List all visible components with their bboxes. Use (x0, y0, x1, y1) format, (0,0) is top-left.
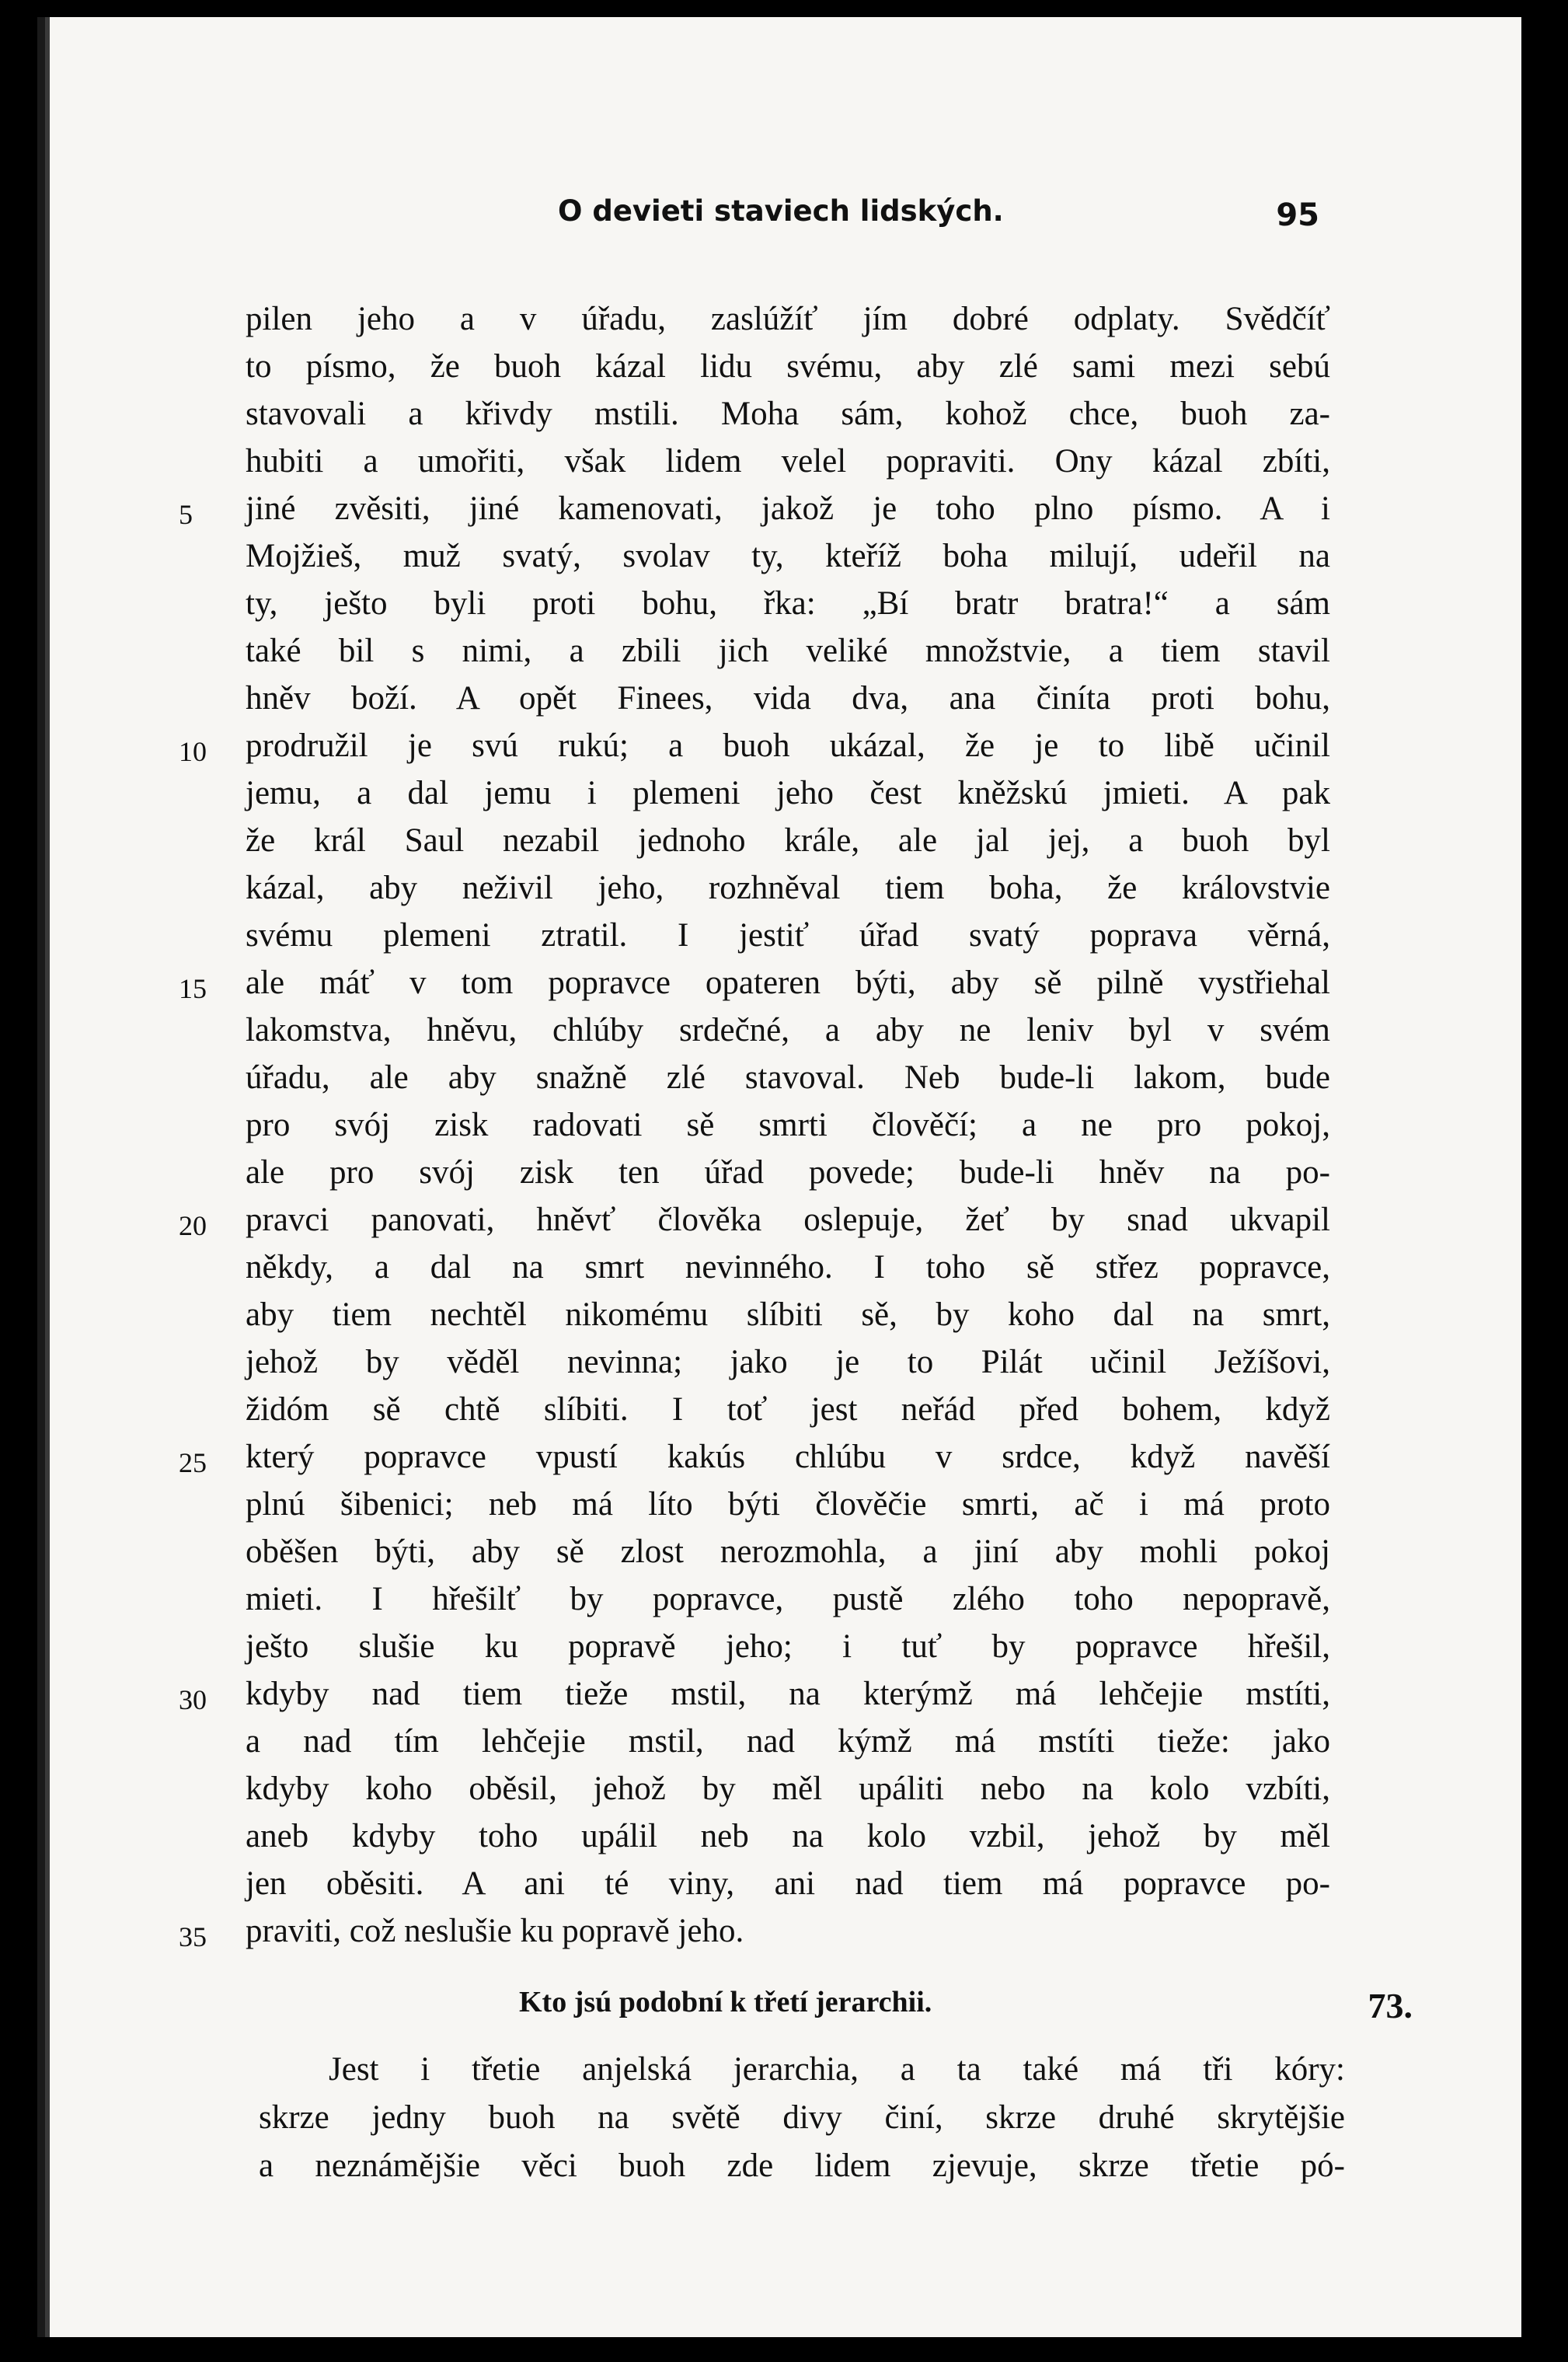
text-line (246, 1575, 1330, 1623)
line-text: praviti, což neslušie ku popravě jeho. (246, 1913, 744, 1949)
text-line (246, 438, 1330, 485)
line-text: aby tiem nechtěl nikomému slíbiti sě, by koho dal na smrt, (246, 1296, 1330, 1333)
line-text: ješto slušie ku popravě jeho; i tuť by popravce hřešil, (246, 1628, 1330, 1665)
text-line (246, 675, 1330, 722)
text-line (246, 295, 1330, 343)
main-text-block (179, 295, 1330, 1955)
line-number: 35 (179, 1921, 207, 1952)
line-text: Mojžieš, muž svatý, svolav ty, kteříž boha milují, udeřil na (246, 538, 1330, 574)
text-line (246, 1007, 1330, 1054)
line-text: plnú šibenici; neb má líto býti člověčie smrti, ač i má proto (246, 1486, 1330, 1523)
text-line (246, 1860, 1330, 1907)
line-text: jen oběsiti. A ani té viny, ani nad tiem má popravce po- (246, 1865, 1330, 1902)
text-line (246, 864, 1330, 912)
text-line (179, 722, 1330, 769)
line-number: 10 (179, 736, 207, 767)
text-line (246, 532, 1330, 580)
text-line (179, 1670, 1330, 1718)
line-text: mieti. I hřešilť by popravce, pustě zlého toho nepopravě, (246, 1581, 1330, 1617)
text-line (246, 1623, 1330, 1670)
line-text: to písmo, že buoh kázal lidu svému, aby zlé sami mezi sebú (246, 348, 1330, 385)
text-line (246, 1765, 1330, 1812)
line-text: hněv boží. A opět Finees, vida dva, ana činíta proti bohu, (246, 680, 1330, 717)
text-line (246, 1481, 1330, 1528)
text-line (179, 1196, 1330, 1244)
line-text: ale máť v tom popravce opateren býti, aby sě pilně vystřiehal (246, 965, 1330, 1001)
page-spine-shadow (45, 17, 50, 2337)
line-text: jehož by věděl nevinna; jako je to Pilát učinil Ježíšovi, (246, 1344, 1330, 1380)
section-text-line: skrze jedny buoh na světě divy činí, skrze druhé skrytějšie (259, 2099, 1345, 2136)
line-number: 5 (179, 499, 193, 530)
section-text-block (259, 2046, 1345, 2190)
text-line (246, 390, 1330, 438)
line-text: někdy, a dal na smrt nevinného. I toho sě střez popravce, (246, 1249, 1330, 1286)
line-text: že král Saul nezabil jednoho krále, ale jal jej, a buoh byl (246, 822, 1330, 859)
line-text: který popravce vpustí kakús chlúbu v srdce, když navěší (246, 1439, 1330, 1475)
text-line (179, 959, 1330, 1007)
line-text: židóm sě chtě slíbiti. I toť jest neřád před bohem, když (246, 1391, 1330, 1428)
book-page (37, 17, 1521, 2337)
line-text: kázal, aby neživil jeho, rozhněval tiem boha, že královstvie (246, 870, 1330, 906)
text-line (246, 1812, 1330, 1860)
running-title: O devieti staviech lidských. (558, 194, 1004, 228)
line-text: kdyby koho oběsil, jehož by měl upáliti nebo na kolo vzbíti, (246, 1771, 1330, 1807)
text-line (179, 485, 1330, 532)
text-line (246, 1244, 1330, 1291)
line-text: také bil s nimi, a zbili jich veliké množstvie, a tiem stavil (246, 633, 1330, 669)
text-line (246, 1054, 1330, 1101)
line-text: prodružil je svú rukú; a buoh ukázal, že je to libě učinil (246, 727, 1330, 764)
text-line (246, 817, 1330, 864)
text-line (246, 1149, 1330, 1196)
line-text: aneb kdyby toho upálil neb na kolo vzbil, jehož by měl (246, 1818, 1330, 1854)
text-line (246, 1338, 1330, 1386)
line-text: ty, ješto byli proti bohu, řka: „Bí bratr bratra!“ a sám (246, 585, 1330, 622)
line-number: 30 (179, 1684, 207, 1715)
line-text: stavovali a křivdy mstili. Moha sám, kohož chce, buoh za- (246, 396, 1330, 432)
text-line (246, 1528, 1330, 1575)
text-line (179, 1433, 1330, 1481)
line-text: oběšen býti, aby sě zlost nerozmohla, a jiní aby mohli pokoj (246, 1533, 1330, 1570)
text-line (246, 1101, 1330, 1149)
text-line (246, 627, 1330, 675)
line-text: ale pro svój zisk ten úřad povede; bude-li hněv na po- (246, 1154, 1330, 1191)
line-text: pro svój zisk radovati sě smrti člověčí; a ne pro pokoj, (246, 1107, 1330, 1143)
line-text: kdyby nad tiem tieže mstil, na kterýmž má lehčejie mstíti, (246, 1676, 1330, 1712)
page-number: 95 (1276, 197, 1319, 233)
section-text-line: Jest i třetie anjelská jerarchia, a ta také má tři kóry: (329, 2051, 1345, 2088)
line-text: úřadu, ale aby snažně zlé stavoval. Neb bude-li lakom, bude (246, 1059, 1330, 1096)
line-text: pilen jeho a v úřadu, zaslúžíť jím dobré odplaty. Svědčíť (246, 301, 1330, 337)
section-heading (519, 1985, 1413, 2025)
line-text: jiné zvěsiti, jiné kamenovati, jakož je toho plno písmo. A i (246, 490, 1330, 527)
section-text-line: a neznámějšie věci buoh zde lidem zjevuje, skrze třetie pó- (259, 2147, 1345, 2184)
line-number: 15 (179, 973, 207, 1004)
text-line (246, 912, 1330, 959)
section-title: Kto jsú podobní k třetí jerarchii. (519, 1986, 932, 2018)
text-line (179, 1907, 1330, 1955)
text-line (246, 1718, 1330, 1765)
text-line (246, 769, 1330, 817)
line-text: jemu, a dal jemu i plemeni jeho čest kněžskú jmieti. A pak (246, 775, 1330, 811)
line-text: pravci panovati, hněvť člověka oslepuje, žeť by snad ukvapil (246, 1202, 1330, 1238)
section-number: 73. (1368, 1986, 1413, 2025)
text-line (246, 580, 1330, 627)
line-text: svému plemeni ztratil. I jestiť úřad svatý poprava věrná, (246, 917, 1330, 954)
text-line (246, 343, 1330, 390)
line-text: a nad tím lehčejie mstil, nad kýmž má mstíti tieže: jako (246, 1723, 1330, 1760)
line-text: hubiti a umořiti, však lidem velel popraviti. Ony kázal zbíti, (246, 443, 1330, 480)
line-number: 25 (179, 1447, 207, 1478)
line-text: lakomstva, hněvu, chlúby srdečné, a aby ne leniv byl v svém (246, 1012, 1330, 1048)
text-line (246, 1291, 1330, 1338)
text-line (246, 1386, 1330, 1433)
line-number: 20 (179, 1210, 207, 1241)
